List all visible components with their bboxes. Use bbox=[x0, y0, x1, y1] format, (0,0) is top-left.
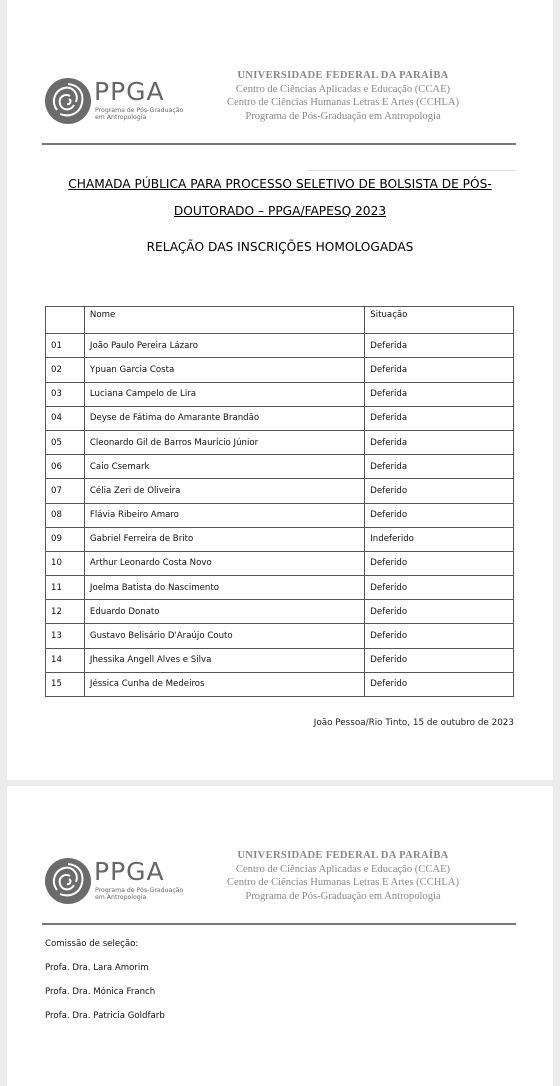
column-header-status: Situação bbox=[365, 307, 514, 334]
column-header-number bbox=[46, 307, 85, 334]
document-page-1 bbox=[7, 0, 553, 780]
table-row: 14 Jhessika Angell Alves e Silva Deferido bbox=[46, 648, 514, 672]
table-row: 01 João Paulo Pereira Lázaro Deferida bbox=[46, 334, 514, 358]
logo-subtitle: Programa de Pós-Graduação em Antropologia bbox=[95, 107, 184, 121]
table-row: 02 Ypuan Garcia Costa Deferida bbox=[46, 358, 514, 382]
table-header-row bbox=[46, 307, 514, 334]
ppga-rose-icon bbox=[43, 76, 93, 126]
logo-wordmark: PPGA bbox=[94, 857, 165, 886]
table-row: 03 Luciana Campelo de Lira Deferida bbox=[46, 382, 514, 406]
program-name: Programa de Pós-Graduação em Antropologia bbox=[245, 110, 441, 122]
table-row: 12 Eduardo Donato Deferido bbox=[46, 600, 514, 624]
logo-subtitle: Programa de Pós-Graduação em Antropologia bbox=[95, 887, 184, 901]
center-ccae: Centro de Ciências Aplicadas e Educação (CCAE) bbox=[235, 863, 451, 875]
table-row: 10 Arthur Leonardo Costa Novo Deferido bbox=[46, 551, 514, 575]
table-row: 09 Gabriel Ferreira de Brito Indeferido bbox=[46, 527, 514, 551]
ppga-logo bbox=[43, 76, 183, 130]
commission-member: Profa. Dra. Lara Amorim bbox=[45, 963, 149, 973]
center-ccae: Centro de Ciências Aplicadas e Educação (CCAE) bbox=[235, 83, 451, 95]
date-place-line: João Pessoa/Rio Tinto, 15 de outubro de 2023 bbox=[313, 718, 514, 728]
header-divider bbox=[42, 143, 516, 145]
university-name: UNIVERSIDADE FEDERAL DA PARAÍBA bbox=[237, 70, 449, 81]
table-row: 13 Gustavo Belisário D'Araújo Couto Deferido bbox=[46, 624, 514, 648]
institution-header bbox=[193, 849, 493, 903]
registrations-table bbox=[45, 306, 514, 697]
commission-member: Profa. Dra. Mónica Franch bbox=[45, 987, 156, 997]
center-cchla: Centro de Ciências Humanas Letras E Artes (CCHLA) bbox=[226, 97, 460, 108]
ppga-rose-icon bbox=[43, 856, 93, 906]
center-cchla: Centro de Ciências Humanas Letras E Artes (CCHLA) bbox=[226, 877, 460, 888]
table-row: 11 Joelma Batista do Nascimento Deferido bbox=[46, 576, 514, 600]
university-name: UNIVERSIDADE FEDERAL DA PARAÍBA bbox=[237, 850, 449, 861]
table-row: 15 Jéssica Cunha de Medeiros Deferido bbox=[46, 672, 514, 696]
table-row: 05 Cleonardo Gil de Barros Maurício Júnior Deferida bbox=[46, 430, 514, 454]
commission-member: Profa. Dra. Patricia Goldfarb bbox=[45, 1011, 165, 1021]
program-name: Programa de Pós-Graduação em Antropologia bbox=[245, 890, 441, 902]
table-row: 07 Célia Zeri de Oliveira Deferido bbox=[46, 479, 514, 503]
commission-label: Comissão de seleção: bbox=[45, 939, 139, 949]
table-row: 06 Caio Csemark Deferida bbox=[46, 455, 514, 479]
institution-header bbox=[193, 69, 493, 123]
ppga-logo bbox=[43, 856, 183, 910]
table-row: 08 Flávia Ribeiro Amaro Deferido bbox=[46, 503, 514, 527]
document-subtitle: RELAÇÃO DAS INSCRIÇÕES HOMOLOGADAS bbox=[146, 240, 414, 254]
document-page-2 bbox=[7, 786, 553, 1086]
logo-wordmark: PPGA bbox=[94, 77, 165, 106]
document-title: CHAMADA PÚBLICA PARA PROCESSO SELETIVO DE BOLSISTA DE PÓS- DOUTORADO – PPGA/FAPESQ 2023 bbox=[68, 177, 492, 218]
column-header-name: Nome bbox=[84, 307, 364, 334]
header-divider bbox=[42, 923, 516, 925]
table-row: 04 Deyse de Fátima do Amarante Brandão Deferida bbox=[46, 406, 514, 430]
